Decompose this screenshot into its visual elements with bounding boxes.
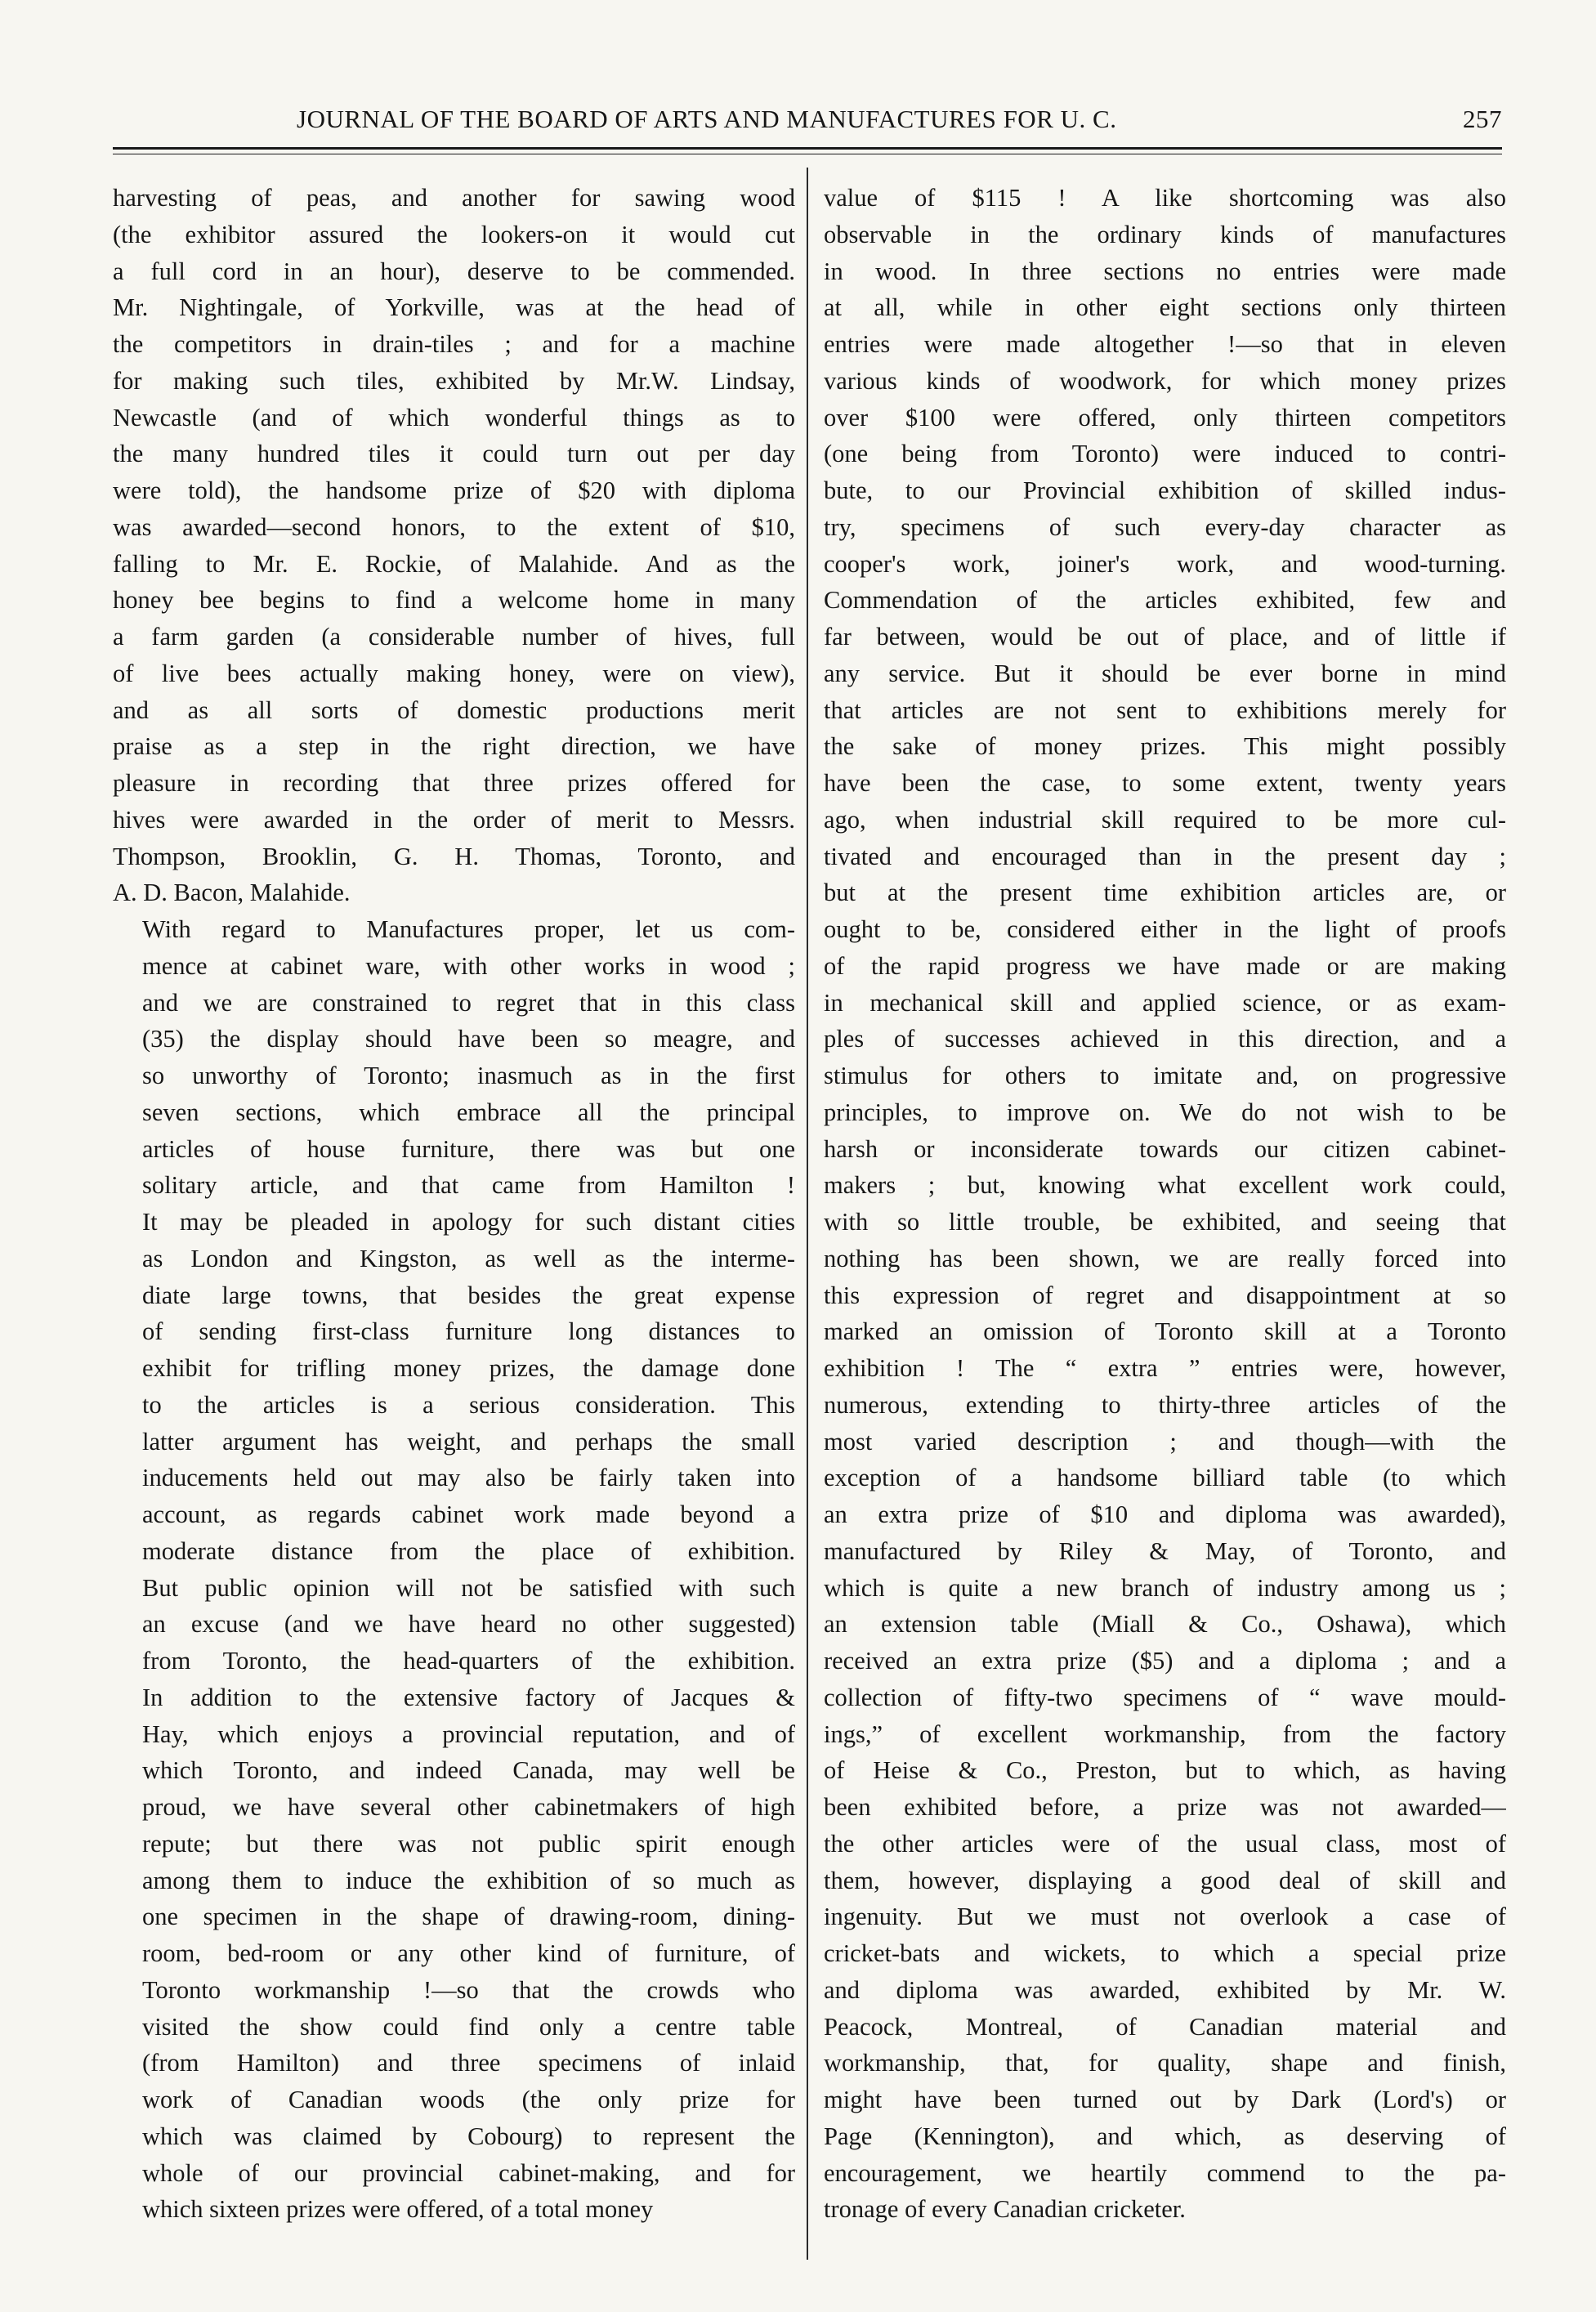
text-line: ings,” of excellent workmanship, from the factory xyxy=(824,1719,1506,1748)
text-line: this expression of regret and disappointment at so xyxy=(824,1281,1506,1309)
text-line: Peacock, Montreal, of Canadian material and xyxy=(824,2012,1506,2041)
text-line: latter argument has weight, and perhaps the small xyxy=(142,1427,795,1456)
text-line: the competitors in drain-tiles ; and for a machine xyxy=(113,330,795,358)
text-line: any service. But it should be ever borne in mind xyxy=(824,659,1506,687)
text-line: which was claimed by Cobourg) to represent the xyxy=(142,2122,795,2150)
text-line: falling to Mr. E. Rockie, of Malahide. And as the xyxy=(113,549,795,578)
text-line: entries were made altogether !—so that in eleven xyxy=(824,330,1506,358)
text-line: stimulus for others to imitate and, on progressive xyxy=(824,1062,1506,1089)
column-divider xyxy=(807,168,808,2260)
text-line: among them to induce the exhibition of so much as xyxy=(142,1866,795,1894)
text-line: (one being from Toronto) were induced to contri- xyxy=(824,440,1506,468)
text-line: Mr. Nightingale, of Yorkville, was at the head of xyxy=(113,293,795,322)
text-line: them, however, displaying a good deal of skill and xyxy=(824,1866,1506,1894)
text-line: one specimen in the shape of drawing-room, dining- xyxy=(142,1903,795,1931)
text-line: visited the show could find only a centre table xyxy=(142,2012,795,2041)
text-line: as London and Kingston, as well as the interme- xyxy=(142,1244,795,1272)
page-number: 257 xyxy=(1463,105,1502,133)
text-line: A. D. Bacon, Malahide. xyxy=(113,879,351,907)
text-line: the other articles were of the usual class, most of xyxy=(824,1829,1506,1858)
text-line: ought to be, considered either in the light of proofs xyxy=(824,915,1506,943)
text-line: value of $115 ! A like shortcoming was also xyxy=(824,184,1506,212)
text-line: the many hundred tiles it could turn out per day xyxy=(113,440,795,468)
text-line: a full cord in an hour), deserve to be commended. xyxy=(113,257,795,285)
text-line: of sending first-class furniture long distances to xyxy=(142,1317,795,1346)
text-line: of live bees actually making honey, were on view), xyxy=(113,659,795,687)
text-line: tronage of every Canadian cricketer. xyxy=(824,2195,1186,2224)
text-line: (the exhibitor assured the lookers-on it would cut xyxy=(113,220,795,248)
text-line: repute; but there was not public spirit enough xyxy=(142,1829,795,1858)
text-line: cooper's work, joiner's work, and wood-turning. xyxy=(824,549,1506,578)
journal-title: JOURNAL OF THE BOARD OF ARTS AND MANUFACTURES FOR U. C. xyxy=(297,105,1117,133)
text-line: from Toronto, the head-quarters of the exhibition. xyxy=(142,1647,795,1675)
text-line: and we are constrained to regret that in this class xyxy=(142,988,795,1017)
text-line: inducements held out may also be fairly taken into xyxy=(142,1464,795,1492)
text-line: and diploma was awarded, exhibited by Mr. W. xyxy=(824,1975,1506,2004)
running-header xyxy=(113,98,1502,144)
text-line: tivated and encouraged than in the present day ; xyxy=(824,842,1506,870)
text-line: far between, would be out of place, and of little if xyxy=(824,623,1506,651)
text-line: have been the case, to some extent, twenty years xyxy=(824,769,1506,797)
text-line: mence at cabinet ware, with other works in wood ; xyxy=(142,951,795,980)
text-line: articles of house furniture, there was but one xyxy=(142,1134,795,1163)
text-line: at all, while in other eight sections only thirteen xyxy=(824,293,1506,322)
text-line: It may be pleaded in apology for such distant cities xyxy=(142,1208,795,1236)
text-line: ago, when industrial skill required to be more cul- xyxy=(824,805,1506,834)
text-line: cricket-bats and wickets, to which a special prize xyxy=(824,1939,1506,1967)
text-line: pleasure in recording that three prizes offered for xyxy=(113,769,795,797)
text-line: for making such tiles, exhibited by Mr.W. Lindsay, xyxy=(113,366,795,395)
text-line: been exhibited before, a prize was not awarded— xyxy=(824,1793,1506,1821)
paragraph xyxy=(113,180,795,911)
text-line: the sake of money prizes. This might possibly xyxy=(824,732,1506,761)
text-line: praise as a step in the right direction, we have xyxy=(113,732,795,761)
text-line: solitary article, and that came from Hamilton ! xyxy=(142,1171,795,1200)
text-line: was awarded—second honors, to the extent of $10, xyxy=(113,512,795,541)
text-line: which sixteen prizes were offered, of a total money xyxy=(142,2195,654,2224)
text-line: in wood. In three sections no entries were made xyxy=(824,257,1506,285)
text-line: which Toronto, and indeed Canada, may well be xyxy=(142,1756,795,1785)
text-line: try, specimens of such every-day character as xyxy=(824,512,1506,541)
text-line: observable in the ordinary kinds of manufactures xyxy=(824,220,1506,248)
text-line: numerous, extending to thirty-three articles of the xyxy=(824,1390,1506,1419)
text-line: exhibition ! The “ extra ” entries were, however, xyxy=(824,1354,1506,1382)
header-rule-thick xyxy=(113,147,1502,150)
left-column xyxy=(113,180,795,2272)
text-line: nothing has been shown, we are really forced into xyxy=(824,1244,1506,1272)
paragraph xyxy=(824,180,1506,2228)
text-line: Hay, which enjoys a provincial reputation, and of xyxy=(142,1719,795,1748)
text-line: Newcastle (and of which wonderful things as to xyxy=(113,403,795,432)
text-line: But public opinion will not be satisfied with such xyxy=(142,1573,795,1602)
text-line: in mechanical skill and applied science, or as exam- xyxy=(824,988,1506,1017)
text-line: Thompson, Brooklin, G. H. Thomas, Toronto, and xyxy=(113,842,795,870)
text-line: marked an omission of Toronto skill at a Toronto xyxy=(824,1317,1506,1346)
text-line: hives were awarded in the order of merit to Messrs. xyxy=(113,805,795,834)
text-line: exception of a handsome billiard table (to which xyxy=(824,1464,1506,1492)
text-line: In addition to the extensive factory of Jacques & xyxy=(142,1683,795,1711)
text-line: Commendation of the articles exhibited, few and xyxy=(824,586,1506,615)
text-line: an excuse (and we have heard no other suggested) xyxy=(142,1610,795,1639)
text-line: might have been turned out by Dark (Lord's) or xyxy=(824,2086,1506,2113)
text-line: an extension table (Miall & Co., Oshawa), which xyxy=(824,1610,1506,1639)
text-line: Toronto workmanship !—so that the crowds who xyxy=(142,1975,795,2004)
text-line: principles, to improve on. We do not wish to be xyxy=(824,1098,1506,1126)
text-line: (from Hamilton) and three specimens of inlaid xyxy=(142,2049,795,2077)
text-line: seven sections, which embrace all the principal xyxy=(142,1098,795,1126)
text-line: ingenuity. But we must not overlook a case of xyxy=(824,1903,1506,1931)
text-line: bute, to our Provincial exhibition of skilled indus- xyxy=(824,476,1506,504)
text-line: were told), the handsome prize of $20 with diploma xyxy=(113,476,795,504)
text-line: exhibit for trifling money prizes, the damage done xyxy=(142,1354,795,1382)
text-line: ples of successes achieved in this direction, and a xyxy=(824,1025,1506,1053)
text-line: harvesting of peas, and another for sawing wood xyxy=(113,184,795,212)
text-line: of Heise & Co., Preston, but to which, as having xyxy=(824,1756,1506,1785)
text-line: which is quite a new branch of industry among us ; xyxy=(824,1573,1506,1602)
text-line: honey bee begins to find a welcome home in many xyxy=(113,586,795,615)
text-line: over $100 were offered, only thirteen competitors xyxy=(824,403,1506,432)
text-line: whole of our provincial cabinet-making, and for xyxy=(142,2158,795,2187)
text-line: received an extra prize ($5) and a diploma ; and a xyxy=(824,1647,1506,1675)
text-line: work of Canadian woods (the only prize for xyxy=(142,2086,795,2113)
text-line: but at the present time exhibition articles are, or xyxy=(824,879,1506,907)
paragraph xyxy=(113,911,795,2228)
text-line: so unworthy of Toronto; inasmuch as in the first xyxy=(142,1062,795,1089)
text-line: most varied description ; and though—with the xyxy=(824,1427,1506,1456)
text-line: to the articles is a serious consideration. This xyxy=(142,1390,795,1419)
text-line: account, as regards cabinet work made beyond a xyxy=(142,1500,795,1528)
text-line: (35) the display should have been so meagre, and xyxy=(142,1025,795,1053)
text-line: proud, we have several other cabinetmakers of high xyxy=(142,1793,795,1821)
text-line: room, bed-room or any other kind of furniture, of xyxy=(142,1939,795,1967)
text-line: workmanship, that, for quality, shape and finish, xyxy=(824,2049,1506,2077)
text-line: that articles are not sent to exhibitions merely for xyxy=(824,695,1506,724)
text-line: moderate distance from the place of exhibition. xyxy=(142,1536,795,1565)
text-line: diate large towns, that besides the great expense xyxy=(142,1281,795,1309)
text-line: collection of fifty-two specimens of “ wave mould- xyxy=(824,1683,1506,1711)
text-line: of the rapid progress we have made or are making xyxy=(824,951,1506,980)
text-line: a farm garden (a considerable number of hives, full xyxy=(113,623,795,651)
text-line: and as all sorts of domestic productions merit xyxy=(113,695,795,724)
text-line: With regard to Manufactures proper, let us com- xyxy=(142,915,795,943)
text-line: encouragement, we heartily commend to the pa- xyxy=(824,2158,1506,2187)
text-line: harsh or inconsiderate towards our citizen cabinet- xyxy=(824,1134,1506,1163)
text-line: with so little trouble, be exhibited, and seeing that xyxy=(824,1208,1506,1236)
text-line: makers ; but, knowing what excellent work could, xyxy=(824,1171,1506,1200)
right-column xyxy=(824,180,1506,2272)
text-line: Page (Kennington), and which, as deserving of xyxy=(824,2122,1506,2150)
text-line: manufactured by Riley & May, of Toronto, and xyxy=(824,1536,1506,1565)
text-line: an extra prize of $10 and diploma was awarded), xyxy=(824,1500,1506,1528)
text-line: various kinds of woodwork, for which money prizes xyxy=(824,366,1506,395)
